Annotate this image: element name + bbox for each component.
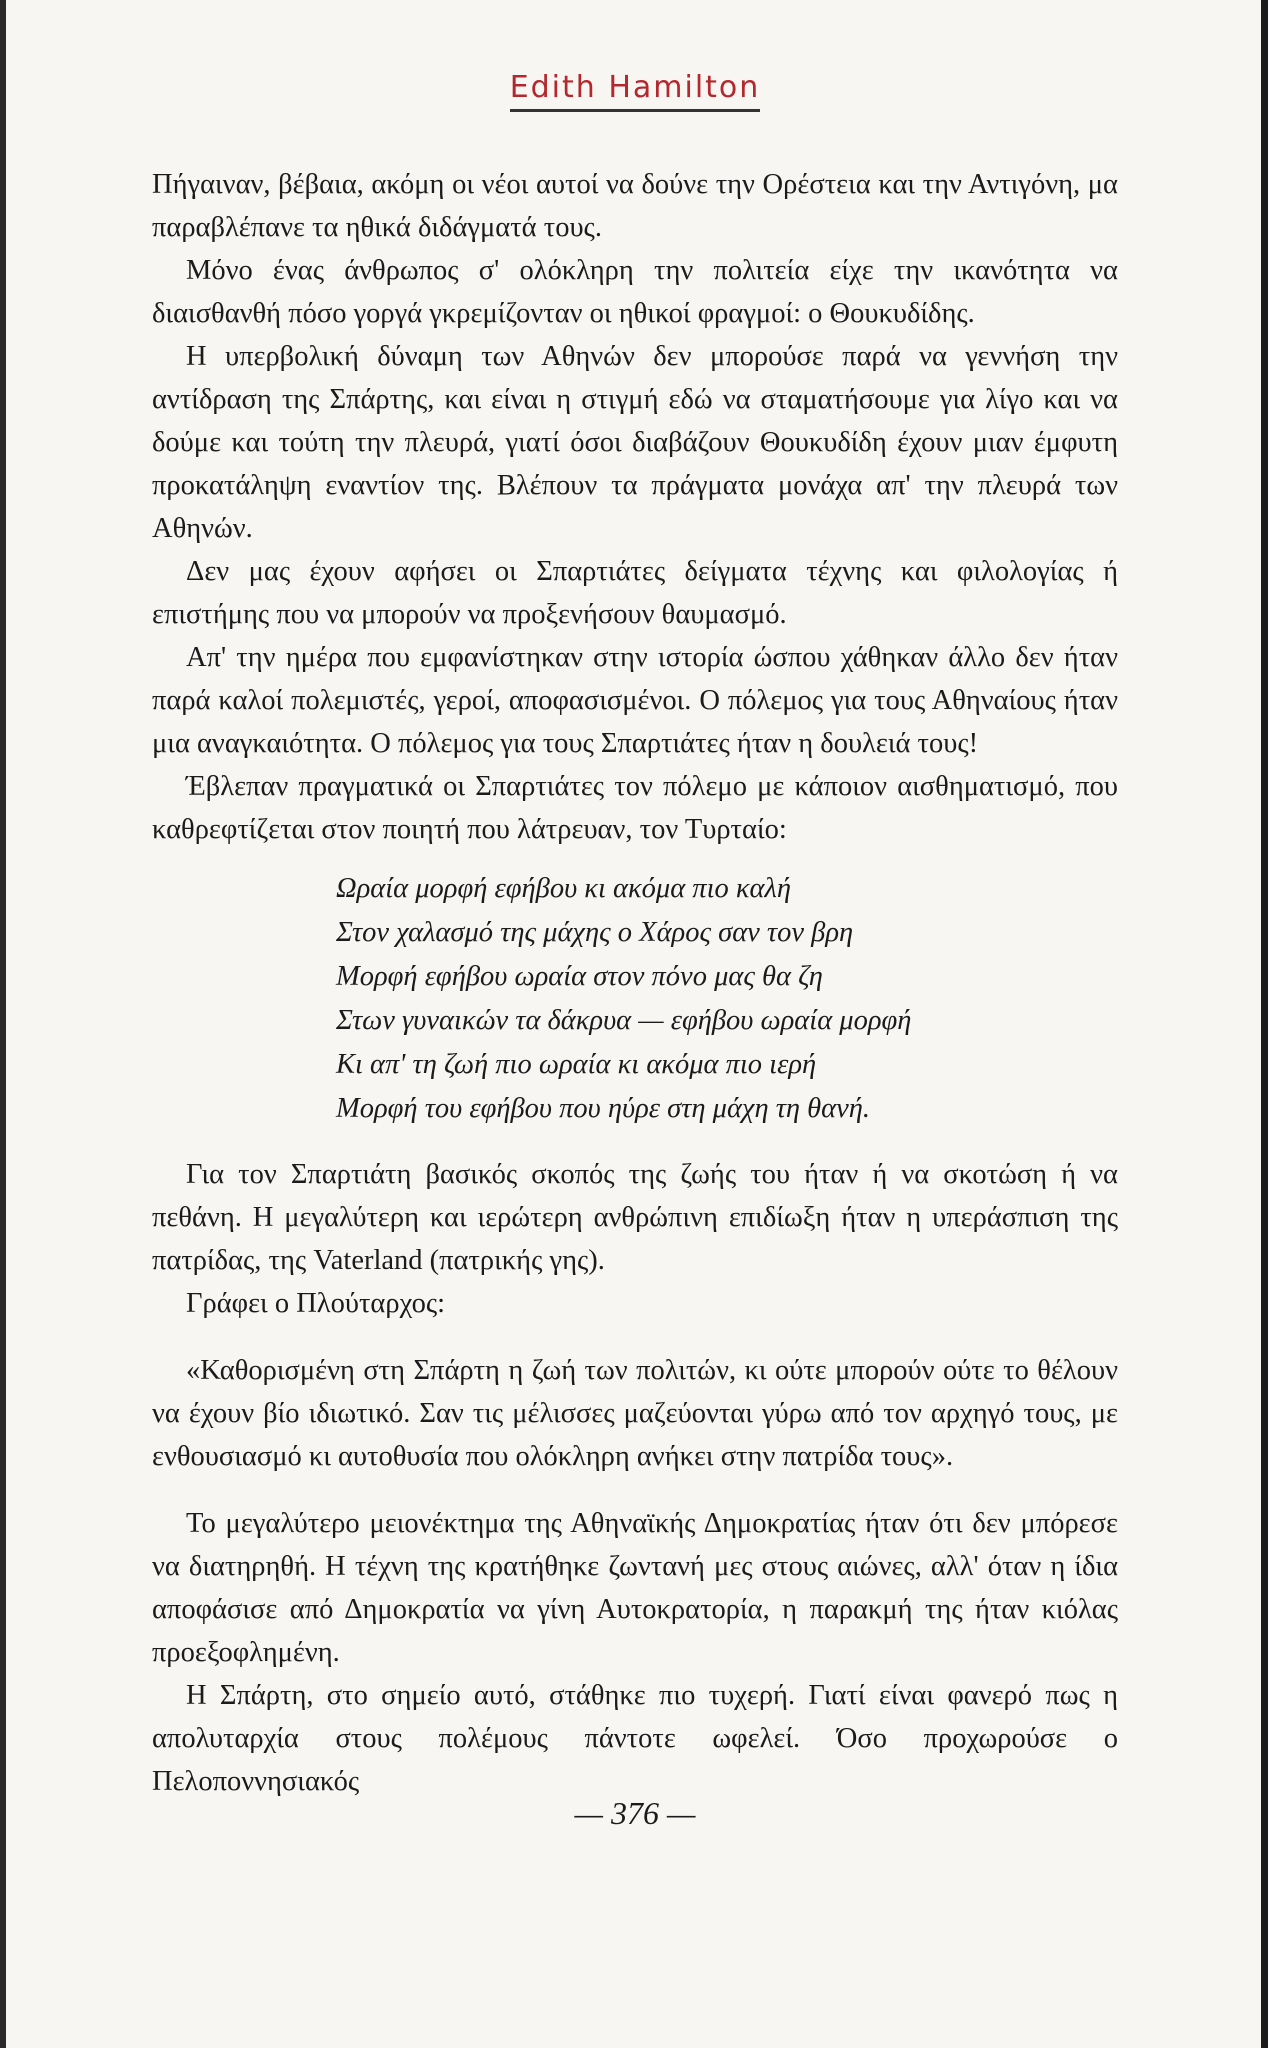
poem-line: Μορφή του εφήβου που ηύρε στη μάχη τη θανή. — [336, 1093, 871, 1124]
scan-edge-left — [0, 0, 6, 2048]
poem-line: Κι απ' τη ζωή πιο ωραία κι ακόμα πιο ιερή — [336, 1049, 817, 1080]
page-number: — 376 — — [574, 1795, 696, 1831]
running-title: Edith Hamilton — [510, 70, 761, 112]
paragraph: Γράφει ο Πλούταρχος: — [186, 1288, 446, 1319]
poem-block — [152, 867, 1118, 1131]
poem-line: Μορφή εφήβου ωραία στον πόνο μας θα ζη — [336, 961, 823, 992]
poem-line: Στων γυναικών τα δάκρυα — εφήβου ωραία μορφή — [336, 1005, 912, 1036]
poem-line: Ωραία μορφή εφήβου κι ακόμα πιο καλή — [336, 873, 791, 904]
paragraph: Το μεγαλύτερο μειονέκτημα της Αθηναϊκής Δημοκρατίας ήταν ότι δεν μπόρεσε να διατηρηθή. Η τέχνη της κρατήθηκε ζωντανή μες στους αιώνες, αλλ' όταν η ίδια αποφάσισε από Δημοκρατία να γίνη Αυτοκρατορία, η παρακμή της ήταν κιόλας προεξοφλημένη. — [152, 1508, 1118, 1668]
paragraph: Για τον Σπαρτιάτη βασικός σκοπός της ζωής του ήταν ή να σκοτώση ή να πεθάνη. Η μεγαλύτερη και ιερώτερη ανθρώπινη επιδίωξη ήταν η υπεράσπιση της πατρίδας, της Vaterland (πατρικής γης). — [152, 1159, 1118, 1276]
paragraph: Απ' την ημέρα που εμφανίστηκαν στην ιστορία ώσπου χάθηκαν άλλο δεν ήταν παρά καλοί πολεμιστές, γεροί, αποφασισμένοι. Ο πόλεμος για τους Αθηναίους ήταν μια αναγκαιότητα. Ο πόλεμος για τους Σπαρτιάτες ήταν η δουλειά τους! — [152, 642, 1118, 759]
quotation: «Καθορισμένη στη Σπάρτη η ζωή των πολιτών, κι ούτε μπορούν ούτε το θέλουν να έχουν βίο ιδιωτικό. Σαν τις μέλισσες μαζεύονται γύρω από τον αρχηγό τους, με ενθουσιασμό κι αυτοθυσία που ολόκληρη ανήκει στην πατρίδα τους». — [152, 1355, 1118, 1472]
page-body — [152, 163, 1118, 1803]
running-header — [152, 70, 1118, 112]
scan-edge-right — [1261, 0, 1268, 2048]
paragraph: Πήγαιναν, βέβαια, ακόμη οι νέοι αυτοί να δούνε την Ορέστεια και την Αντιγόνη, μα παραβλέπανε τα ηθικά διδάγματά τους. — [152, 169, 1118, 243]
poem-line: Στον χαλασμό της μάχης ο Χάρος σαν τον βρη — [336, 917, 854, 948]
book-page — [152, 70, 1118, 2030]
paragraph: Μόνο ένας άνθρωπος σ' ολόκληρη την πολιτεία είχε την ικανότητα να διαισθανθή πόσο γοργά γκρεμίζονταν οι ηθικοί φραγμοί: ο Θουκυδίδης. — [152, 255, 1118, 329]
paragraph: Έβλεπαν πραγματικά οι Σπαρτιάτες τον πόλεμο με κάποιον αισθηματισμό, που καθρεφτίζεται στον ποιητή που λάτρευαν, τον Τυρταίο: — [152, 771, 1118, 845]
paragraph: Η Σπάρτη, στο σημείο αυτό, στάθηκε πιο τυχερή. Γιατί είναι φανερό πως η απολυταρχία στους πολέμους πάντοτε ωφελεί. Όσο προχωρούσε ο Πελοποννησιακός — [152, 1680, 1118, 1797]
paragraph: Δεν μας έχουν αφήσει οι Σπαρτιάτες δείγματα τέχνης και φιλολογίας ή επιστήμης που να μπορούν να προξενήσουν θαυμασμό. — [152, 556, 1118, 630]
paragraph: Η υπερβολική δύναμη των Αθηνών δεν μπορούσε παρά να γεννήση την αντίδραση της Σπάρτης, και είναι η στιγμή εδώ να σταματήσουμε για λίγο και να δούμε και τούτη την πλευρά, γιατί όσοι διαβάζουν Θουκυδίδη έχουν μιαν έμφυτη προκατάληψη εναντίον της. Βλέπουν τα πράγματα μονάχα απ' την πλευρά των Αθηνών. — [152, 341, 1118, 544]
